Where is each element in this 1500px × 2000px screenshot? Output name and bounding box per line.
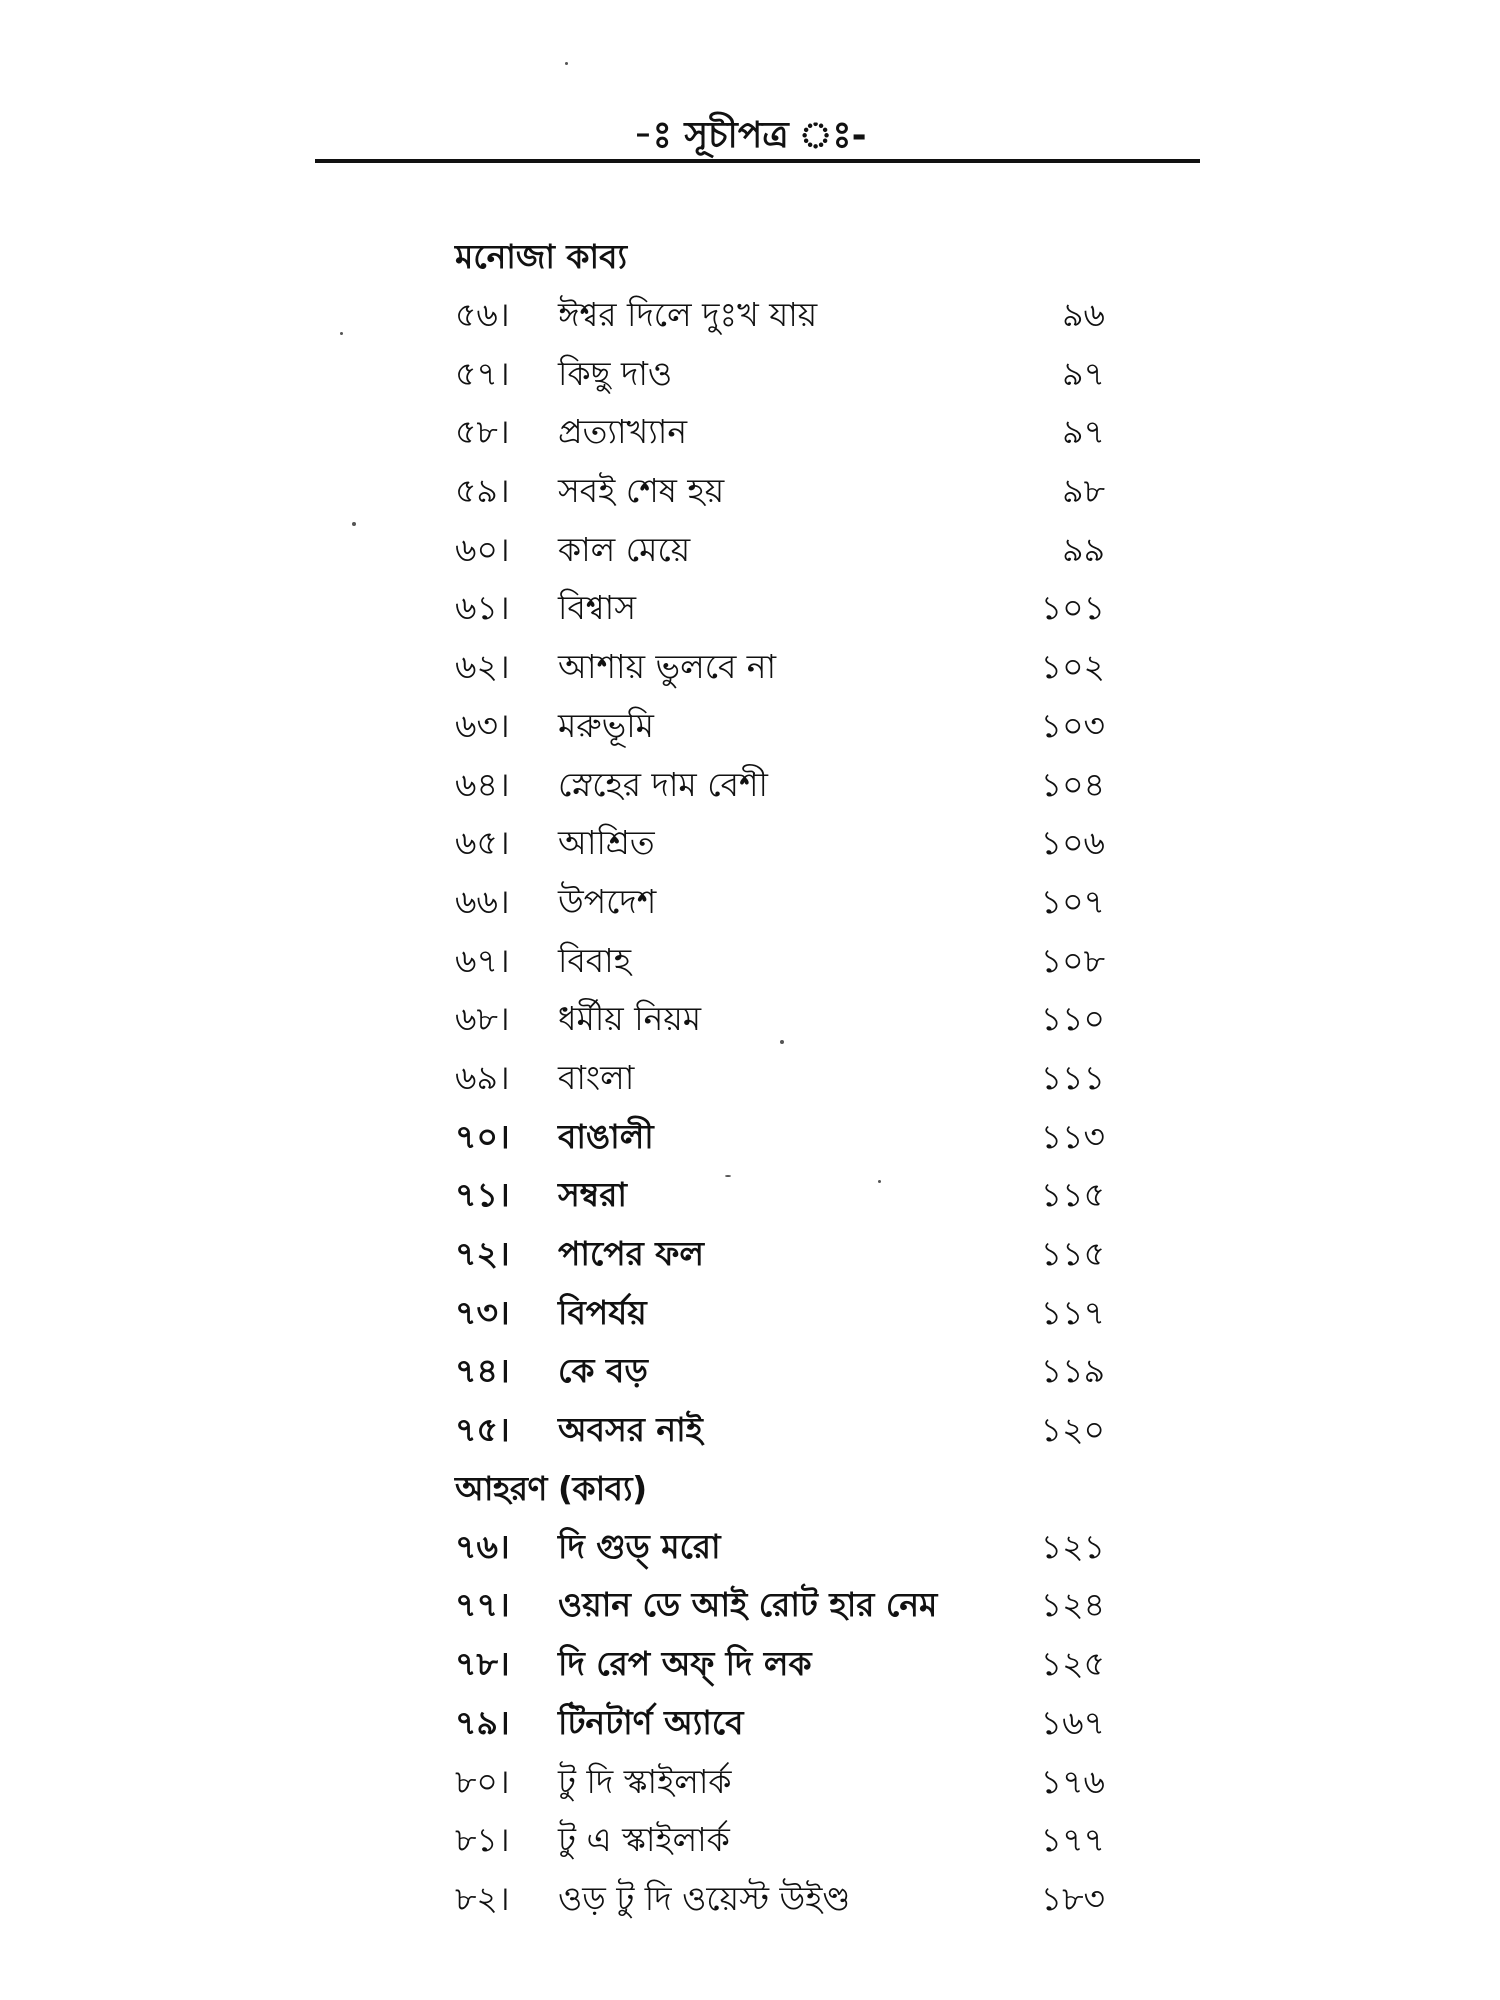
entry-title: প্রত্যাখ্যান bbox=[558, 412, 688, 452]
toc-entry bbox=[455, 403, 1125, 462]
entry-page-number: ১১০ bbox=[1040, 999, 1105, 1039]
entry-title: মরুভূমি bbox=[558, 705, 654, 745]
entry-page-number: ১৬৭ bbox=[1040, 1702, 1105, 1742]
entry-number: ৬৮। bbox=[455, 999, 510, 1039]
entry-page-number: ১৭৭ bbox=[1040, 1820, 1105, 1860]
entry-number: ৫৬। bbox=[455, 295, 510, 334]
entry-page-number: ১০২ bbox=[1040, 647, 1105, 687]
toc-entry bbox=[455, 1401, 1125, 1460]
entry-number: ৬০। bbox=[455, 529, 510, 569]
entry-page-number: ৯৯ bbox=[1062, 529, 1105, 569]
entry-page-number: ১১৩ bbox=[1040, 1116, 1105, 1156]
toc-entry bbox=[455, 1284, 1125, 1343]
entry-number: ৭৮। bbox=[455, 1644, 510, 1684]
entry-page-number: ১১১ bbox=[1040, 1057, 1105, 1097]
entry-page-number: ১০৮ bbox=[1040, 940, 1105, 980]
entry-number: ৭১। bbox=[455, 1175, 510, 1215]
entry-number: ৫৮। bbox=[455, 412, 510, 452]
toc-entry bbox=[455, 638, 1125, 697]
entry-title: ওয়ান ডে আই রোট হার নেম bbox=[558, 1585, 938, 1625]
toc-entry bbox=[455, 1635, 1125, 1694]
toc-entry bbox=[455, 1166, 1125, 1225]
entry-title: স্নেহের দাম বেশী bbox=[558, 764, 768, 804]
toc-entry bbox=[455, 1225, 1125, 1284]
entry-title: পাপের ফল bbox=[558, 1234, 704, 1273]
entry-number: ৭৬। bbox=[455, 1526, 510, 1566]
entry-title: বিশ্বাস bbox=[558, 588, 637, 628]
entry-page-number: ১০৭ bbox=[1040, 881, 1105, 921]
entry-title: ঈশ্বর দিলে দুঃখ যায় bbox=[558, 295, 818, 334]
entry-page-number: ১০৬ bbox=[1040, 823, 1105, 863]
entry-page-number: ১২০ bbox=[1040, 1410, 1105, 1450]
toc-entry bbox=[455, 756, 1125, 815]
toc-entry bbox=[455, 1108, 1125, 1167]
entry-number: ৬৪। bbox=[455, 764, 510, 804]
entry-number: ৬১। bbox=[455, 588, 510, 628]
entry-number: ৬২। bbox=[455, 647, 510, 687]
scan-speck bbox=[565, 62, 568, 65]
entry-number: ৭৩। bbox=[455, 1292, 510, 1332]
entry-number: ৮০। bbox=[455, 1761, 510, 1801]
toc-entry bbox=[455, 579, 1125, 638]
entry-page-number: ১০৩ bbox=[1040, 705, 1105, 745]
entry-number: ৬৯। bbox=[455, 1057, 510, 1097]
entry-title: উপদেশ bbox=[558, 881, 657, 921]
entry-page-number: ১১৫ bbox=[1040, 1175, 1105, 1215]
entry-page-number: ১৭৬ bbox=[1040, 1761, 1105, 1801]
scan-speck bbox=[352, 522, 356, 526]
entry-title: আশায় ভুলবে না bbox=[558, 647, 777, 687]
toc-entry bbox=[455, 1753, 1125, 1812]
entry-page-number: ৯৬ bbox=[1062, 295, 1105, 334]
toc-entry bbox=[455, 1518, 1125, 1577]
toc-entry bbox=[455, 932, 1125, 991]
entry-page-number: ১০৪ bbox=[1040, 764, 1105, 804]
entry-title: দি রেপ অফ্ দি লক bbox=[558, 1644, 812, 1684]
entry-page-number: ৯৭ bbox=[1062, 412, 1105, 452]
entry-title: বাংলা bbox=[558, 1057, 635, 1097]
entry-page-number: ১১৭ bbox=[1040, 1292, 1105, 1332]
entry-title: কাল মেয়ে bbox=[558, 529, 691, 569]
toc-entry bbox=[455, 873, 1125, 932]
scan-speck bbox=[340, 332, 343, 335]
entry-number: ৫৯। bbox=[455, 471, 510, 511]
entry-title: বিপর্যয় bbox=[558, 1292, 647, 1332]
page-title: -ঃ সূচীপত্র ঃ- bbox=[633, 115, 867, 156]
entry-number: ৮১। bbox=[455, 1820, 510, 1860]
toc-entry bbox=[455, 1811, 1125, 1870]
entry-page-number: ৯৮ bbox=[1062, 471, 1105, 511]
entry-number: ৬৭। bbox=[455, 940, 510, 980]
entry-page-number: ১০১ bbox=[1040, 588, 1105, 628]
scan-speck bbox=[780, 1040, 784, 1044]
table-of-contents bbox=[455, 228, 1125, 1929]
entry-page-number: ১১৫ bbox=[1040, 1234, 1105, 1273]
section-title-manoja-kabya: মনোজা কাব্য bbox=[455, 237, 628, 276]
entry-number: ৬৩। bbox=[455, 705, 510, 745]
entry-page-number: ১২৪ bbox=[1040, 1585, 1105, 1625]
toc-entry bbox=[455, 990, 1125, 1049]
entry-number: ৬৬। bbox=[455, 881, 510, 921]
header-divider bbox=[315, 159, 1200, 163]
entry-title: টিনটার্ণ অ্যাবে bbox=[558, 1702, 744, 1742]
entry-number: ৭৭। bbox=[455, 1585, 510, 1625]
toc-entry bbox=[455, 286, 1125, 345]
entry-number: ৭৯। bbox=[455, 1702, 510, 1742]
entry-page-number: ১২১ bbox=[1040, 1526, 1105, 1566]
toc-entry bbox=[455, 1576, 1125, 1635]
toc-entry bbox=[455, 697, 1125, 756]
entry-page-number: ১২৫ bbox=[1040, 1644, 1105, 1684]
entry-title: আশ্রিত bbox=[558, 823, 655, 863]
entry-number: ৭৪। bbox=[455, 1351, 510, 1391]
entry-page-number: ৯৭ bbox=[1062, 353, 1105, 393]
toc-entry bbox=[455, 345, 1125, 404]
scan-speck bbox=[725, 1175, 731, 1177]
entry-number: ৮২। bbox=[455, 1878, 510, 1918]
entry-title: ওড় টু দি ওয়েস্ট উইণ্ড bbox=[558, 1878, 851, 1918]
entry-title: টু দি স্কাইলার্ক bbox=[558, 1761, 732, 1801]
entry-number: ৬৫। bbox=[455, 823, 510, 863]
toc-entry bbox=[455, 521, 1125, 580]
entry-page-number: ১১৯ bbox=[1040, 1351, 1105, 1391]
toc-entry bbox=[455, 462, 1125, 521]
entry-title: কিছু দাও bbox=[558, 353, 673, 393]
entry-title: দি গুড্ মরো bbox=[558, 1526, 721, 1566]
entry-title: অবসর নাই bbox=[558, 1410, 703, 1450]
entry-title: সম্বরা bbox=[558, 1175, 627, 1215]
toc-entry bbox=[455, 1342, 1125, 1401]
entry-number: ৭৫। bbox=[455, 1410, 510, 1450]
toc-entry bbox=[455, 814, 1125, 873]
entry-page-number: ১৮৩ bbox=[1040, 1878, 1105, 1918]
toc-entry bbox=[455, 1870, 1125, 1929]
section-title-aharan-kabya: আহরণ (কাব্য) bbox=[455, 1468, 647, 1508]
entry-title: কে বড় bbox=[558, 1351, 648, 1391]
entry-title: ধর্মীয় নিয়ম bbox=[558, 999, 702, 1039]
entry-title: টু এ স্কাইলার্ক bbox=[558, 1820, 730, 1860]
toc-entry bbox=[455, 1694, 1125, 1753]
entry-title: সবই শেষ হয় bbox=[558, 471, 725, 511]
entry-number: ৭০। bbox=[455, 1116, 510, 1156]
entry-title: বিবাহ bbox=[558, 940, 632, 980]
entry-number: ৫৭। bbox=[455, 353, 510, 393]
toc-entry bbox=[455, 1049, 1125, 1108]
entry-title: বাঙালী bbox=[558, 1116, 654, 1156]
entry-number: ৭২। bbox=[455, 1234, 510, 1273]
scan-speck bbox=[878, 1180, 881, 1183]
